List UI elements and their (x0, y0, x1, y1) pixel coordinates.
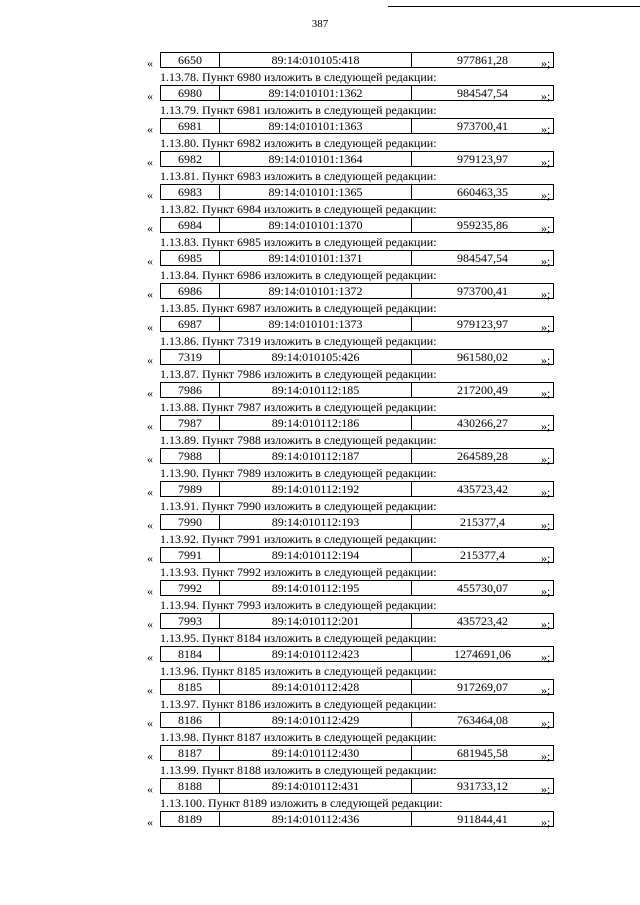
cadastral-value-cell: 215377,4 (460, 515, 505, 529)
cadastral-value-cell: 435723,42 (457, 614, 508, 628)
table-row (0, 745, 640, 763)
table-row (0, 448, 640, 466)
open-quote: « (147, 782, 153, 796)
cadastral-value-cell: 264589,28 (457, 449, 508, 463)
item-number-cell: 8185 (161, 680, 220, 694)
table-row (0, 151, 640, 169)
cadastral-number-cell: 89:14:010101:1364 (220, 152, 412, 166)
entry-table (160, 85, 554, 101)
item-number-cell: 6982 (161, 152, 220, 166)
open-quote: « (147, 89, 153, 103)
open-quote: « (147, 650, 153, 664)
entry-table (160, 52, 554, 68)
table-row (0, 712, 640, 730)
open-quote: « (147, 320, 153, 334)
close-quote: »; (541, 782, 551, 796)
cadastral-value-cell: 455730,07 (457, 581, 508, 595)
close-quote: »; (541, 353, 551, 367)
open-quote: « (147, 353, 153, 367)
amendment-instruction: 1.13.89. Пункт 7988 изложить в следующей редакции: (160, 433, 437, 447)
cadastral-value-cell: 1274691,06 (454, 647, 511, 661)
open-quote: « (147, 221, 153, 235)
amendment-instruction: 1.13.79. Пункт 6981 изложить в следующей редакции: (160, 103, 437, 117)
entry-table (160, 580, 554, 596)
item-number-cell: 7988 (161, 449, 220, 463)
open-quote: « (147, 749, 153, 763)
cadastral-value-cell: 217200,49 (457, 383, 508, 397)
close-quote: »; (541, 56, 551, 70)
amendment-instruction: 1.13.98. Пункт 8187 изложить в следующей редакции: (160, 730, 437, 744)
entry-table (160, 481, 554, 497)
item-number-cell: 6986 (161, 284, 220, 298)
cadastral-number-cell: 89:14:010112:192 (220, 482, 412, 496)
table-row (0, 547, 640, 565)
table-row (0, 217, 640, 235)
cadastral-value-cell: 763464,08 (457, 713, 508, 727)
close-quote: »; (541, 155, 551, 169)
close-quote: »; (541, 320, 551, 334)
table-row (0, 184, 640, 202)
open-quote: « (147, 287, 153, 301)
cadastral-value-cell: 973700,41 (457, 119, 508, 133)
amendment-instruction: 1.13.84. Пункт 6986 изложить в следующей редакции: (160, 268, 437, 282)
table-row (0, 580, 640, 598)
open-quote: « (147, 452, 153, 466)
close-quote: »; (541, 584, 551, 598)
table-row (0, 481, 640, 499)
entry-table (160, 316, 554, 332)
amendment-instruction: 1.13.80. Пункт 6982 изложить в следующей редакции: (160, 136, 437, 150)
entry-table (160, 811, 554, 827)
open-quote: « (147, 716, 153, 730)
item-number-cell: 7993 (161, 614, 220, 628)
cadastral-value-cell: 917269,07 (457, 680, 508, 694)
entry-table (160, 250, 554, 266)
entry-table (160, 349, 554, 365)
open-quote: « (147, 188, 153, 202)
open-quote: « (147, 518, 153, 532)
close-quote: »; (541, 815, 551, 829)
cadastral-value-cell: 984547,54 (457, 251, 508, 265)
amendment-instruction: 1.13.87. Пункт 7986 изложить в следующей редакции: (160, 367, 437, 381)
entry-table (160, 118, 554, 134)
close-quote: »; (541, 683, 551, 697)
cadastral-number-cell: 89:14:010101:1365 (220, 185, 412, 199)
cadastral-number-cell: 89:14:010112:201 (220, 614, 412, 628)
cadastral-value-cell: 984547,54 (457, 86, 508, 100)
cadastral-value-cell: 979123,97 (457, 152, 508, 166)
open-quote: « (147, 56, 153, 70)
amendment-instruction: 1.13.90. Пункт 7989 изложить в следующей редакции: (160, 466, 437, 480)
cadastral-number-cell: 89:14:010112:186 (220, 416, 412, 430)
amendment-instruction: 1.13.94. Пункт 7993 изложить в следующей редакции: (160, 598, 437, 612)
close-quote: »; (541, 188, 551, 202)
cadastral-number-cell: 89:14:010101:1371 (220, 251, 412, 265)
cadastral-number-cell: 89:14:010112:185 (220, 383, 412, 397)
item-number-cell: 6987 (161, 317, 220, 331)
entry-table (160, 283, 554, 299)
cadastral-value-cell: 660463,35 (457, 185, 508, 199)
cadastral-value-cell: 911844,41 (457, 812, 508, 826)
page-number: 387 (311, 18, 329, 30)
entry-table (160, 745, 554, 761)
table-row (0, 778, 640, 796)
item-number-cell: 8184 (161, 647, 220, 661)
close-quote: »; (541, 419, 551, 433)
amendment-instruction: 1.13.83. Пункт 6985 изложить в следующей редакции: (160, 235, 437, 249)
cadastral-value-cell: 681945,58 (457, 746, 508, 760)
item-number-cell: 6980 (161, 86, 220, 100)
table-row (0, 52, 640, 70)
amendment-instruction: 1.13.92. Пункт 7991 изложить в следующей редакции: (160, 532, 437, 546)
amendment-instruction: 1.13.81. Пункт 6983 изложить в следующей редакции: (160, 169, 437, 183)
amendment-instruction: 1.13.91. Пункт 7990 изложить в следующей редакции: (160, 499, 437, 513)
header-rule (388, 6, 640, 7)
entry-table (160, 646, 554, 662)
amendment-instruction: 1.13.99. Пункт 8188 изложить в следующей редакции: (160, 763, 437, 777)
open-quote: « (147, 815, 153, 829)
amendment-instruction: 1.13.86. Пункт 7319 изложить в следующей редакции: (160, 334, 437, 348)
amendment-instruction: 1.13.100. Пункт 8189 изложить в следующей редакции: (160, 796, 443, 810)
table-row (0, 382, 640, 400)
cadastral-number-cell: 89:14:010112:429 (220, 713, 412, 727)
cadastral-number-cell: 89:14:010101:1373 (220, 317, 412, 331)
entry-table (160, 151, 554, 167)
item-number-cell: 6650 (161, 53, 220, 67)
item-number-cell: 8188 (161, 779, 220, 793)
item-number-cell: 7986 (161, 383, 220, 397)
open-quote: « (147, 617, 153, 631)
close-quote: »; (541, 452, 551, 466)
item-number-cell: 6985 (161, 251, 220, 265)
cadastral-number-cell: 89:14:010112:436 (220, 812, 412, 826)
open-quote: « (147, 551, 153, 565)
open-quote: « (147, 485, 153, 499)
amendment-instruction: 1.13.82. Пункт 6984 изложить в следующей редакции: (160, 202, 437, 216)
cadastral-number-cell: 89:14:010112:423 (220, 647, 412, 661)
entry-table (160, 514, 554, 530)
table-row (0, 85, 640, 103)
item-number-cell: 8187 (161, 746, 220, 760)
entry-table (160, 382, 554, 398)
table-row (0, 118, 640, 136)
cadastral-value-cell: 435723,42 (457, 482, 508, 496)
entry-table (160, 712, 554, 728)
cadastral-value-cell: 977861,28 (457, 53, 508, 67)
close-quote: »; (541, 551, 551, 565)
cadastral-number-cell: 89:14:010101:1370 (220, 218, 412, 232)
item-number-cell: 6981 (161, 119, 220, 133)
table-row (0, 613, 640, 631)
entry-table (160, 415, 554, 431)
close-quote: »; (541, 254, 551, 268)
cadastral-value-cell: 959235,86 (457, 218, 508, 232)
entry-table (160, 448, 554, 464)
cadastral-value-cell: 215377,4 (460, 548, 505, 562)
entry-table (160, 778, 554, 794)
entry-table (160, 217, 554, 233)
cadastral-value-cell: 961580,02 (457, 350, 508, 364)
table-row (0, 283, 640, 301)
close-quote: »; (541, 89, 551, 103)
item-number-cell: 7992 (161, 581, 220, 595)
item-number-cell: 8186 (161, 713, 220, 727)
document-body (0, 52, 640, 829)
amendment-instruction: 1.13.93. Пункт 7992 изложить в следующей редакции: (160, 565, 437, 579)
item-number-cell: 6983 (161, 185, 220, 199)
entry-table (160, 613, 554, 629)
amendment-instruction: 1.13.88. Пункт 7987 изложить в следующей редакции: (160, 400, 437, 414)
item-number-cell: 6984 (161, 218, 220, 232)
item-number-cell: 8189 (161, 812, 220, 826)
cadastral-value-cell: 979123,97 (457, 317, 508, 331)
table-row (0, 514, 640, 532)
cadastral-number-cell: 89:14:010101:1363 (220, 119, 412, 133)
cadastral-number-cell: 89:14:010105:418 (220, 53, 412, 67)
amendment-instruction: 1.13.96. Пункт 8185 изложить в следующей редакции: (160, 664, 437, 678)
amendment-instruction: 1.13.97. Пункт 8186 изложить в следующей редакции: (160, 697, 437, 711)
close-quote: »; (541, 386, 551, 400)
entry-table (160, 547, 554, 563)
cadastral-number-cell: 89:14:010101:1362 (220, 86, 412, 100)
open-quote: « (147, 122, 153, 136)
close-quote: »; (541, 716, 551, 730)
amendment-instruction: 1.13.95. Пункт 8184 изложить в следующей редакции: (160, 631, 437, 645)
close-quote: »; (541, 749, 551, 763)
table-row (0, 316, 640, 334)
item-number-cell: 7987 (161, 416, 220, 430)
cadastral-number-cell: 89:14:010112:187 (220, 449, 412, 463)
close-quote: »; (541, 617, 551, 631)
table-row (0, 679, 640, 697)
cadastral-number-cell: 89:14:010112:194 (220, 548, 412, 562)
open-quote: « (147, 155, 153, 169)
table-row (0, 250, 640, 268)
open-quote: « (147, 386, 153, 400)
item-number-cell: 7990 (161, 515, 220, 529)
item-number-cell: 7991 (161, 548, 220, 562)
cadastral-value-cell: 430266,27 (457, 416, 508, 430)
open-quote: « (147, 419, 153, 433)
item-number-cell: 7319 (161, 350, 220, 364)
cadastral-number-cell: 89:14:010105:426 (220, 350, 412, 364)
cadastral-number-cell: 89:14:010112:431 (220, 779, 412, 793)
entry-table (160, 679, 554, 695)
cadastral-number-cell: 89:14:010112:428 (220, 680, 412, 694)
close-quote: »; (541, 485, 551, 499)
cadastral-value-cell: 931733,12 (457, 779, 508, 793)
table-row (0, 646, 640, 664)
close-quote: »; (541, 287, 551, 301)
amendment-instruction: 1.13.85. Пункт 6987 изложить в следующей редакции: (160, 301, 437, 315)
close-quote: »; (541, 221, 551, 235)
open-quote: « (147, 584, 153, 598)
close-quote: »; (541, 518, 551, 532)
close-quote: »; (541, 122, 551, 136)
open-quote: « (147, 683, 153, 697)
amendment-instruction: 1.13.78. Пункт 6980 изложить в следующей редакции: (160, 70, 437, 84)
table-row (0, 349, 640, 367)
table-row (0, 415, 640, 433)
cadastral-number-cell: 89:14:010101:1372 (220, 284, 412, 298)
cadastral-number-cell: 89:14:010112:430 (220, 746, 412, 760)
entry-table (160, 184, 554, 200)
cadastral-number-cell: 89:14:010112:195 (220, 581, 412, 595)
item-number-cell: 7989 (161, 482, 220, 496)
cadastral-number-cell: 89:14:010112:193 (220, 515, 412, 529)
open-quote: « (147, 254, 153, 268)
cadastral-value-cell: 973700,41 (457, 284, 508, 298)
table-row (0, 811, 640, 829)
close-quote: »; (541, 650, 551, 664)
